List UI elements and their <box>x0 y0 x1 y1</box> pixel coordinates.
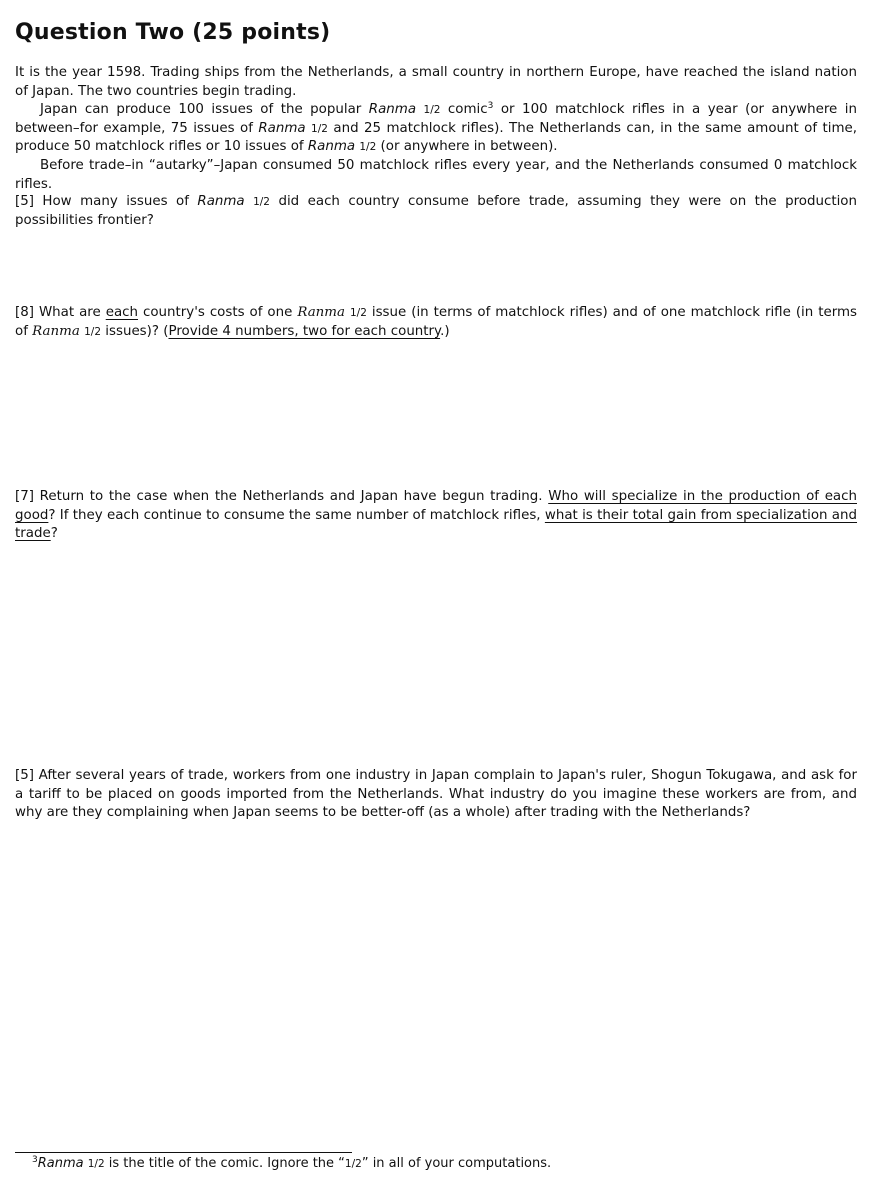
intro-paragraph-3: Before trade–in “autarky”–Japan consumed 50 matchlock rifles every year, and the Netherlands consumed 0 matchlock rifles. <box>15 157 857 192</box>
footnote-rule <box>15 1152 352 1153</box>
question-4: [5] After several years of trade, workers from one industry in Japan complain to Japan's ruler, Shogun Tokugawa, and ask for a tariff to be placed on goods imported from the Netherlands. What industry do you imagine these workers are from, and why are they complaining when Japan seems to be better-off (as a whole) after trading with the Netherlands? <box>15 768 857 821</box>
underlined-gain: what is their total gain from specialization and trade <box>15 507 858 542</box>
half-fraction: 1/2 <box>344 1158 362 1170</box>
footnote-marker: 3 <box>487 101 494 112</box>
question-1: [5] How many issues of Ranma 1/2 did each country consume before trade, assuming they were on the production possibilities frontier? <box>15 194 857 228</box>
half-fraction: 1/2 <box>87 1158 105 1170</box>
comic-title: Ranma <box>258 120 306 136</box>
underlined-instruction: Provide 4 numbers, two for each country <box>168 323 441 339</box>
comic-title: Ranma <box>297 305 345 320</box>
points-label: [5] <box>15 194 34 209</box>
comic-title: Ranma <box>368 102 417 118</box>
footnote-number: 3 <box>32 1155 38 1165</box>
question-2: [8] What are each country's costs of one Ranma 1/2 issue (in terms of matchlock rifles) and of one matchlock rifle (in terms of Ranma 1/2 issues)? (Provide 4 numbers, two for each country.) <box>15 305 857 339</box>
intro-paragraph-2: Japan can produce 100 issues of the popular Ranma 1/2 comic$^3$ or 100 matchlock rifles in a year (or anywhere in between–for example, 75 issues of Ranma 1/2 and 25 matchlock rifles). The Netherlands can, in the same amount of time, produce 50 matchlock rifles or 10 issues of Ranma 1/2 (or anywhere in between). <box>15 101 858 155</box>
half-fraction: 1/2 <box>349 307 367 319</box>
question-title: Question Two (25 points) <box>15 20 331 45</box>
comic-title: Ranma <box>32 323 80 339</box>
comic-title: Ranma <box>197 194 245 209</box>
comic-title: Ranma <box>37 1156 84 1171</box>
points-label: [7] <box>15 489 34 504</box>
question-3: [7] Return to the case when the Netherlands and Japan have begun trading. Who will specialize in the production of each good? If they each continue to consume the same number of matchlock rifles, what is their total gain from specialization and trade? <box>15 489 858 542</box>
half-fraction: 1/2 <box>359 141 377 154</box>
footnote: $^3$Ranma 1/2 is the title of the comic. Ignore the “1/2” in all of your computations. <box>32 1155 552 1171</box>
half-fraction: 1/2 <box>423 104 441 117</box>
points-label: [8] <box>15 305 34 320</box>
half-fraction: 1/2 <box>84 325 102 338</box>
intro-section <box>15 64 857 194</box>
intro-paragraph-1: It is the year 1598. Trading ships from the Netherlands, a small country in northern Europe, have reached the island nation of Japan. The two countries begin trading. <box>15 65 857 99</box>
comic-title: Ranma <box>307 139 356 155</box>
half-fraction: 1/2 <box>311 122 328 135</box>
half-fraction: 1/2 <box>253 196 270 208</box>
underlined-specialize: Who will specialize in the production of each good <box>15 489 857 523</box>
underlined-each: each <box>105 305 139 320</box>
